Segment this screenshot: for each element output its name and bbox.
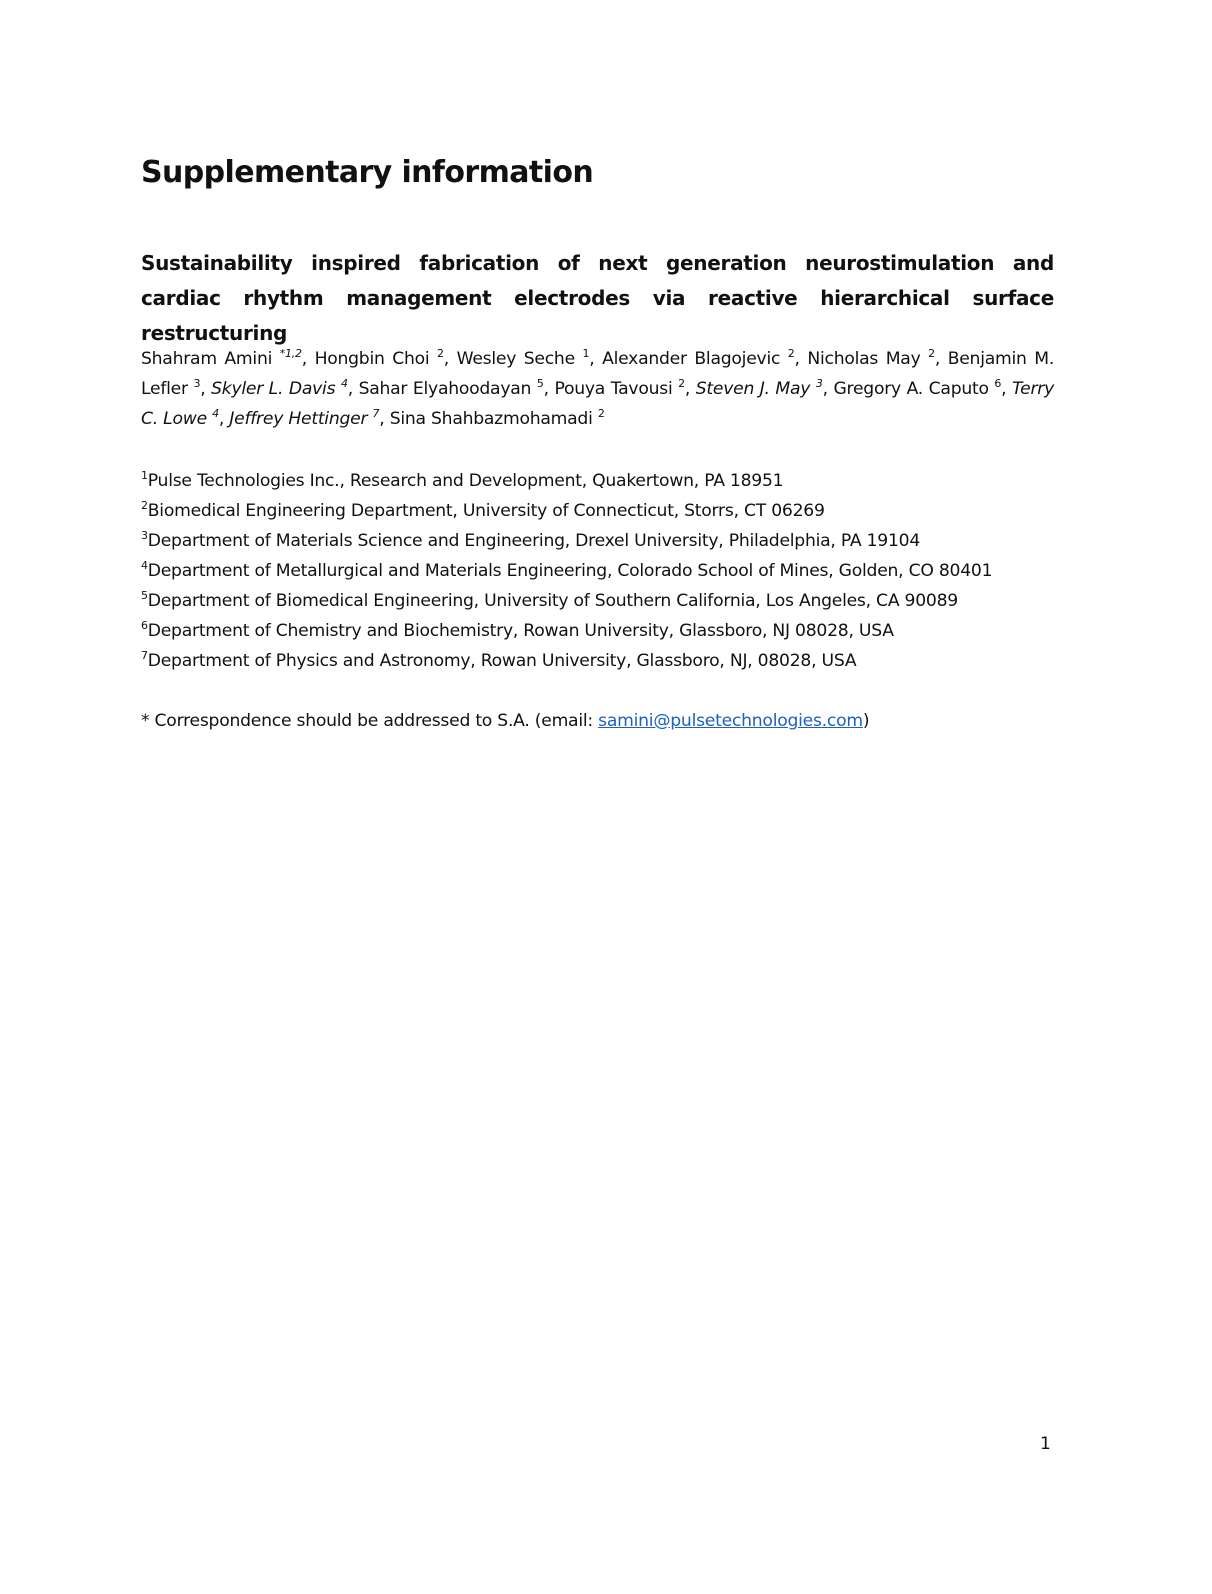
author-name: Shahram Amini <box>141 349 273 369</box>
author-name: Jeffrey Hettinger <box>229 409 368 429</box>
author-affiliation-marker: 1 <box>582 347 590 360</box>
affiliation-number: 5 <box>141 589 148 602</box>
affiliation-number: 2 <box>141 499 148 512</box>
author-affiliation-marker: 3 <box>193 377 201 390</box>
author-name: Nicholas May <box>807 349 921 369</box>
affiliation-list <box>141 466 992 676</box>
author-name: Alexander Blagojevic <box>602 349 781 369</box>
affiliation-text: Department of Chemistry and Biochemistry, Rowan University, Glassboro, NJ 08028, USA <box>147 621 894 641</box>
author-name: Hongbin Choi <box>314 349 430 369</box>
author-affiliation-marker: 2 <box>787 347 795 360</box>
author-affiliation-marker: 6 <box>994 377 1002 390</box>
author-name: Gregory A. Caputo <box>833 379 989 399</box>
affiliation-item <box>141 466 992 496</box>
affiliation-text: Biomedical Engineering Department, University of Connecticut, Storrs, CT 06269 <box>147 501 825 521</box>
author-name: Sahar Elyahoodayan <box>358 379 532 399</box>
affiliation-item <box>141 496 992 526</box>
author-name: Benjamin M. Lefler <box>141 349 1055 399</box>
author-affiliation-marker: 2 <box>928 347 935 360</box>
affiliation-item <box>141 616 992 646</box>
affiliation-item <box>141 646 992 676</box>
author-affiliation-marker: 4 <box>212 407 219 420</box>
affiliation-number: 1 <box>141 469 148 482</box>
affiliation-number: 6 <box>141 619 148 632</box>
author-list: Shahram Amini $^{*1,2}$, Hongbin Choi $^2$, Wesley Seche $^1$, Alexander Blagojevic $^2$, Nicholas May $^2$, Benjamin M. Lefler $^3$, Skyler L. Davis $^4$, Sahar Elyahoodayan $^5$, Pouya Tavousi $^2$, Steven J. May $^3$, Gregory A. Caputo $^6$, Terry C. Lowe $^4$, Jeffrey Hettinger $^7$, Sina Shahbazmohamadi $^2$ <box>141 347 1055 429</box>
correspondence-suffix: ) <box>862 711 870 731</box>
affiliation-number: 4 <box>141 559 148 572</box>
author-affiliation-marker: *1,2 <box>279 347 302 360</box>
document-title: Supplementary information <box>141 155 594 190</box>
affiliation-text: Department of Physics and Astronomy, Rowan University, Glassboro, NJ, 08028, USA <box>147 651 857 671</box>
affiliation-item <box>141 526 992 556</box>
correspondence-prefix: * Correspondence should be addressed to S.A. (email: <box>141 711 599 731</box>
author-affiliation-marker: 2 <box>678 377 685 390</box>
email-link[interactable]: samini@pulsetechnologies.com <box>598 711 863 731</box>
author-affiliation-marker: 3 <box>815 377 823 390</box>
author-name: Wesley Seche <box>456 349 575 369</box>
page-number: 1 <box>1040 1434 1051 1454</box>
affiliation-text: Department of Biomedical Engineering, University of Southern California, Los Angeles, CA 90089 <box>147 591 958 611</box>
affiliation-number: 7 <box>141 649 148 662</box>
affiliation-text: Department of Materials Science and Engineering, Drexel University, Philadelphia, PA 19104 <box>147 531 921 551</box>
author-affiliation-marker: 4 <box>340 377 348 390</box>
correspondence-note <box>141 706 869 736</box>
author-affiliation-marker: 2 <box>437 347 444 360</box>
author-name: Pouya Tavousi <box>554 379 673 399</box>
affiliation-text: Pulse Technologies Inc., Research and Development, Quakertown, PA 18951 <box>147 471 784 491</box>
author-affiliation-marker: 2 <box>597 407 605 420</box>
paper-title: Sustainability inspired fabrication of next generation neurostimulation and cardiac rhythm management electrodes via reactive hierarchical surface restructuring <box>141 251 1054 345</box>
affiliation-item <box>141 586 992 616</box>
author-name: Sina Shahbazmohamadi <box>389 409 593 429</box>
affiliation-number: 3 <box>141 529 148 542</box>
author-affiliation-marker: 7 <box>372 407 380 420</box>
affiliation-text: Department of Metallurgical and Materials Engineering, Colorado School of Mines, Golden, CO 80401 <box>147 561 993 581</box>
author-affiliation-marker: 5 <box>536 377 544 390</box>
author-name: Terry C. Lowe <box>141 379 1055 429</box>
author-name: Skyler L. Davis <box>211 379 336 399</box>
affiliation-item <box>141 556 992 586</box>
author-name: Steven J. May <box>695 379 811 399</box>
